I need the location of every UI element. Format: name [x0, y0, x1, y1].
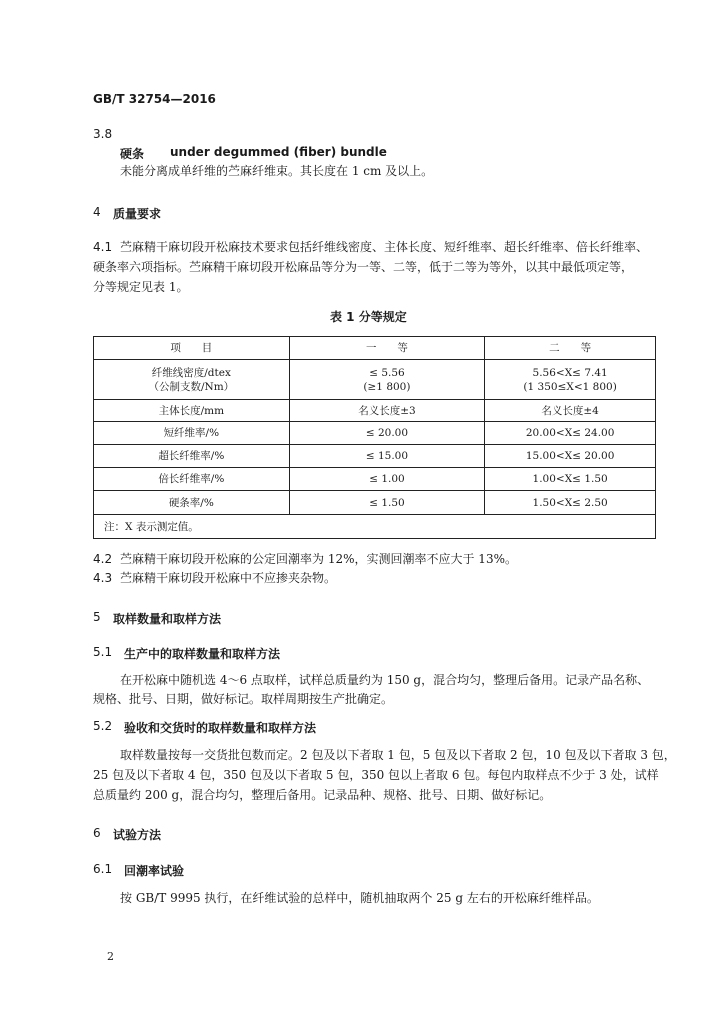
clause-number-4-2: 4.2 [93, 552, 113, 566]
section-number-6: 6 [93, 826, 101, 840]
page-number: 2 [107, 950, 114, 963]
table-header-row [94, 337, 656, 360]
cell-grade-2: 1.50<X≤ 2.50 [485, 491, 656, 515]
cell-grade-2: 15.00<X≤ 20.00 [485, 445, 656, 468]
clause-6-1-text: 按 GB/T 9995 执行，在纤维试验的总样中，随机抽取两个 25 g 左右的开松麻纤维样品。 [120, 891, 599, 905]
clause-5-2-line-1: 取样数量按每一交货批包数而定。2 包及以下者取 1 包，5 包及以下者取 2 包，10 包及以下者取 3 包， [120, 748, 676, 762]
clause-5-1-line-1: 在开松麻中随机选 4～6 点取样，试样总质量约为 150 g，混合均匀，整理后备用。记录产品名称、 [120, 673, 650, 687]
table-row [94, 400, 656, 422]
clause-title-5-2: 验收和交货时的取样数量和取样方法 [124, 721, 317, 735]
table-row [94, 468, 656, 491]
clause-number-6-1: 6.1 [93, 862, 113, 876]
table-row [94, 491, 656, 515]
standard-code-header: GB/T 32754—2016 [93, 92, 216, 106]
clause-4-2-text: 苎麻精干麻切段开松麻的公定回潮率为 12%，实测回潮率不应大于 13%。 [120, 552, 517, 566]
table-row [94, 360, 656, 400]
header-grade-2: 二 等 [485, 337, 656, 360]
item-line-2: （公制支数/Nm） [148, 380, 235, 393]
cell-grade-2 [485, 360, 656, 400]
section-number-4: 4 [93, 205, 101, 219]
clause-number-5-2: 5.2 [93, 719, 113, 733]
cell-grade-1: ≤ 1.00 [289, 468, 485, 491]
cell-grade-2: 名义长度±4 [485, 400, 656, 422]
cell-grade-1: ≤ 1.50 [289, 491, 485, 515]
section-number-5: 5 [93, 610, 101, 624]
header-item: 项 目 [94, 337, 290, 360]
cell-item: 短纤维率/% [94, 422, 290, 445]
clause-4-1-line-2: 硬条率六项指标。苎麻精干麻切段开松麻品等分为一等、二等，低于二等为等外，以其中最低项定等， [93, 260, 634, 274]
clause-title-6-1: 回潮率试验 [124, 864, 185, 878]
cell-grade-1: ≤ 20.00 [289, 422, 485, 445]
clause-4-1-line-3: 分等规定见表 1。 [93, 280, 189, 294]
cell-grade-2: 1.00<X≤ 1.50 [485, 468, 656, 491]
section-title-5: 取样数量和取样方法 [113, 612, 222, 626]
clause-number-3-8: 3.8 [93, 127, 113, 141]
cell-grade-1 [289, 360, 485, 400]
clause-5-2-line-3: 总质量约 200 g，混合均匀，整理后备用。记录品种、规格、批号、日期、做好标记。 [93, 788, 552, 802]
grade-2-line-1: 5.56<X≤ 7.41 [532, 366, 608, 379]
section-title-6: 试验方法 [113, 828, 162, 842]
table-caption: 表 1 分等规定 [330, 310, 407, 324]
grade-1-line-1: ≤ 5.56 [369, 366, 405, 379]
grading-table [93, 336, 656, 539]
table-row [94, 445, 656, 468]
clause-5-2-line-2: 25 包及以下者取 4 包，350 包及以下者取 5 包，350 包以上者取 6 包。每包内取样点不少于 3 处，试样 [93, 768, 659, 782]
item-line-1: 纤维线密度/dtex [151, 366, 231, 379]
section-title-4: 质量要求 [113, 207, 162, 221]
clause-title-5-1: 生产中的取样数量和取样方法 [124, 647, 281, 661]
clause-4-3-text: 苎麻精干麻切段开松麻中不应掺夹杂物。 [120, 571, 337, 585]
term-cn: 硬条 [120, 147, 145, 161]
clause-number-4-3: 4.3 [93, 571, 113, 585]
cell-item: 超长纤维率/% [94, 445, 290, 468]
cell-item [94, 360, 290, 400]
term-en: under degummed (fiber) bundle [170, 145, 387, 159]
cell-item: 主体长度/mm [94, 400, 290, 422]
grade-1-line-2: (≥1 800) [363, 380, 411, 393]
clause-4-1-line-1: 苎麻精干麻切段开松麻技术要求包括纤维线密度、主体长度、短纤维率、超长纤维率、倍长纤维率、 [120, 240, 649, 254]
cell-grade-2: 20.00<X≤ 24.00 [485, 422, 656, 445]
term-definition: 未能分离成单纤维的苎麻纤维束。其长度在 1 cm 及以上。 [120, 164, 434, 178]
clause-number-4-1: 4.1 [93, 240, 113, 254]
table-note: 注：X 表示测定值。 [94, 515, 656, 539]
cell-grade-1: 名义长度±3 [289, 400, 485, 422]
cell-item: 硬条率/% [94, 491, 290, 515]
clause-5-1-line-2: 规格、批号、日期，做好标记。取样周期按生产批确定。 [93, 692, 394, 706]
header-grade-1: 一 等 [289, 337, 485, 360]
cell-grade-1: ≤ 15.00 [289, 445, 485, 468]
cell-item: 倍长纤维率/% [94, 468, 290, 491]
grade-2-line-2: (1 350≤X<1 800) [523, 380, 617, 393]
table-note-row [94, 515, 656, 539]
table-row [94, 422, 656, 445]
clause-number-5-1: 5.1 [93, 645, 113, 659]
